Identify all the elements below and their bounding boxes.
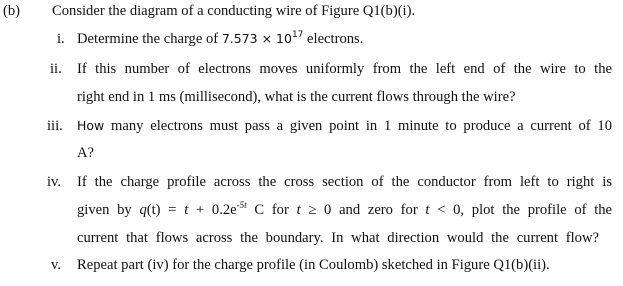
item-number-i: i. bbox=[57, 31, 65, 47]
iv-condition: ≥ 0 and zero for bbox=[308, 202, 418, 218]
iv-t-3: t bbox=[425, 202, 430, 218]
iv-given-by: given by bbox=[77, 202, 132, 218]
iv-exponent: -5t bbox=[236, 200, 247, 210]
item-i-prefix: Determine the charge of bbox=[77, 31, 219, 47]
item-number-v: v. bbox=[51, 257, 61, 273]
iv-unit-for: C for bbox=[254, 202, 289, 218]
item-ii-line-2: right end in 1 ms (millisecond), what is the current flows through the wire? bbox=[77, 89, 516, 105]
item-i-suffix: electrons. bbox=[307, 31, 364, 47]
item-number-iii: iii. bbox=[47, 118, 63, 134]
electron-count-mantissa: 7.573 × 10 bbox=[221, 31, 292, 46]
item-number-ii: ii. bbox=[50, 61, 62, 77]
electron-count-exponent: 17 bbox=[291, 30, 304, 40]
item-ii-line-1: If this number of electrons moves uniformly from the left end of the wire to the bbox=[77, 61, 612, 77]
part-intro: Consider the diagram of a conducting wire of Figure Q1(b)(i). bbox=[52, 3, 416, 19]
item-number-iv: iv. bbox=[47, 174, 62, 190]
item-iv-line-2 bbox=[77, 201, 612, 219]
item-iv-line-3: current that flows across the boundary. In what direction would the current flow? bbox=[77, 230, 599, 246]
item-i-text bbox=[77, 30, 363, 48]
iv-q: q bbox=[139, 202, 147, 218]
iv-q-arg: (t) bbox=[146, 202, 161, 218]
iv-condition-2: < 0, plot the profile of the bbox=[437, 202, 613, 218]
iv-t: t bbox=[184, 202, 189, 218]
item-iii-rest: many electrons must pass a given point in 1 minute to produce a current of 10 bbox=[111, 118, 612, 134]
iv-exp-term: + 0.2e bbox=[195, 202, 237, 218]
iv-t-2: t bbox=[296, 202, 301, 218]
electron-count bbox=[222, 31, 304, 46]
item-iii-line-1 bbox=[77, 117, 612, 135]
item-iv-line-1: If the charge profile across the cross section of the conductor from left to right is bbox=[77, 174, 612, 190]
item-iii-line-2: A? bbox=[77, 145, 95, 161]
part-label: (b) bbox=[3, 3, 21, 19]
item-iii-how: How bbox=[77, 118, 105, 133]
item-v-line-1: Repeat part (iv) for the charge profile (in Coulomb) sketched in Figure Q1(b)(ii). bbox=[77, 257, 550, 273]
iv-equals: = bbox=[168, 202, 177, 218]
